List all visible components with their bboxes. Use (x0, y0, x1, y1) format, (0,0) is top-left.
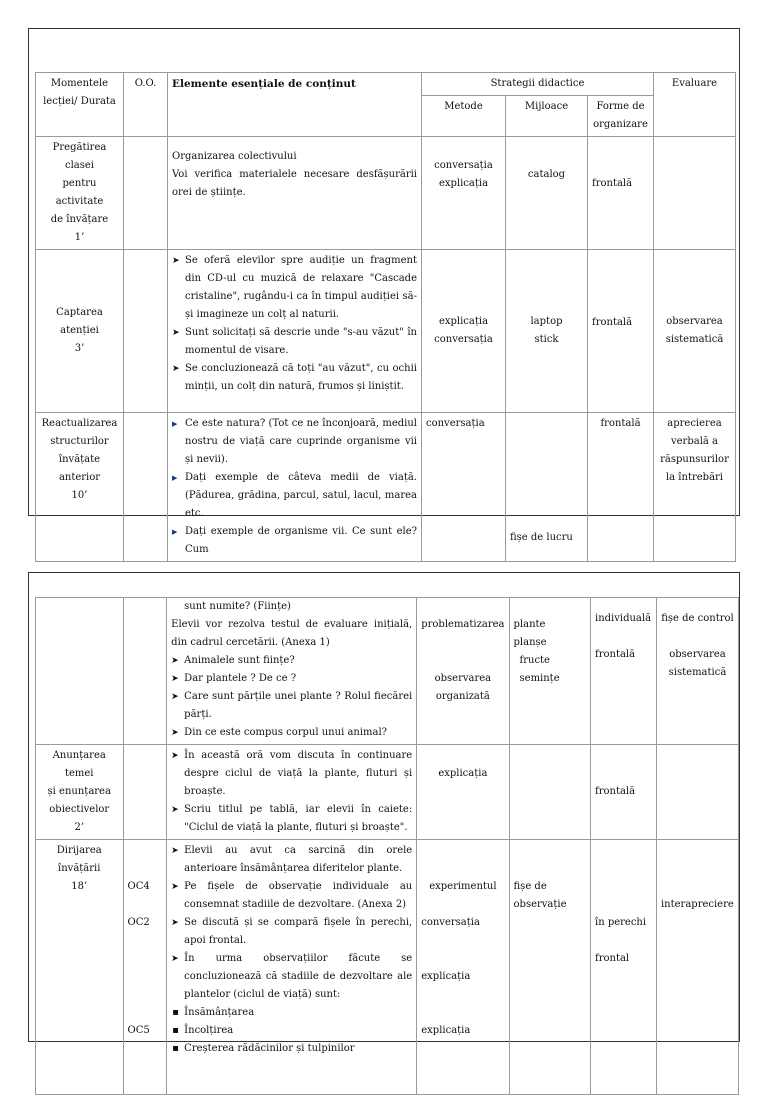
organization-text: frontală (600, 418, 641, 429)
resource-text: semințe (519, 673, 560, 684)
moment-line: Captarea atenției (56, 307, 103, 336)
moment-line: și enunțarea (47, 786, 111, 797)
header-oo: O.O. (124, 73, 168, 137)
method-text: explicația (438, 178, 489, 189)
content-bullet: ➤ Din ce este compus corpul unui animal? (171, 724, 412, 742)
stage-item: ▪ Încolțirea (171, 1022, 412, 1040)
content-bullet: ➤ Pe fișele de observație individuale au consemnat stadiile de dezvoltare. (Anexa 2) (171, 878, 412, 914)
resource-text: catalog (527, 169, 566, 180)
content-text: Elevii vor rezolva testul de evaluare inițială, din cadrul cercetării. (Anexa 1) (171, 619, 413, 648)
content-bullet: ➤ În această oră vom discuta în continuare despre ciclul de viață la plante, fluturi și broaște. (171, 747, 412, 801)
moment-line: pentru activitate (55, 178, 104, 207)
table-row (36, 250, 736, 413)
evaluation-text: sistematică (665, 334, 724, 345)
stage-item: ▪ Însămânțarea (171, 1004, 412, 1022)
method-text: organizată (435, 691, 490, 702)
lesson-plan-table (35, 72, 736, 562)
evaluation-text: observarea (669, 649, 726, 660)
header-metode: Metode (422, 96, 506, 137)
resource-text: fișe de lucru (510, 532, 573, 543)
method-text: explicația (438, 768, 488, 779)
table-header-row (36, 73, 736, 96)
evaluation-text: interapreciere (660, 899, 734, 910)
content-bullet: ➤ În urma observațiilor făcute se concluzionează că stadiile de dezvoltare ale plantelor (ciclul de viață) sunt: (171, 950, 412, 1004)
table-row (36, 745, 739, 840)
moment-line: Anunțarea temei (52, 750, 106, 779)
stage-item: ▪ Creșterea rădăcinilor și tulpinilor (171, 1040, 412, 1058)
resource-text: laptop (530, 316, 563, 327)
header-momente: Momentele lecției/ Durata (36, 73, 124, 137)
moment-duration: 18’ (71, 881, 88, 892)
table-row (36, 137, 736, 250)
content-bullet: ▶ Dați exemple de câteva medii de viață. (Pădurea, grădina, parcul, satul, lacul, marea etc. (172, 469, 417, 523)
objective-code: OC4 (127, 881, 150, 892)
moment-duration: 3’ (74, 343, 85, 354)
organization-text: frontală (595, 649, 636, 660)
resource-text: planșe (513, 637, 547, 648)
method-text: explicația (438, 316, 489, 327)
content-bullet: ➤ Dar plantele ? De ce ? (171, 670, 412, 688)
objective-code: OC2 (127, 917, 150, 928)
organization-text: frontal (595, 953, 630, 964)
evaluation-text: aprecierea (667, 418, 722, 429)
content-bullet: ➤ Elevii au avut ca sarcină din orele anterioare însămânțarea diferitelor plante. (171, 842, 412, 878)
method-text: problematizarea (421, 619, 505, 630)
method-text: conversația (421, 917, 480, 928)
objective-code: OC5 (127, 1025, 150, 1036)
resource-text: plante (513, 619, 546, 630)
method-text: conversația (426, 418, 485, 429)
content-bullet: ➤ Se concluzionează că toți "au văzut", cu ochii minții, un colț din natură, frumos și liniștit. (172, 360, 417, 396)
evaluation-text: răspunsurilor (660, 454, 729, 465)
content-bullet: ▶ Ce este natura? (Tot ce ne înconjoară, mediul nostru de viață care cuprinde organisme vii și nevii). (172, 415, 417, 469)
moment-line: obiectivelor (49, 804, 110, 815)
moment-line: învățate anterior (58, 454, 101, 483)
moment-line: de învățare (50, 214, 109, 225)
lesson-plan-table-continued (35, 597, 739, 1095)
method-text: explicația (421, 1025, 471, 1036)
content-bullet: ▶ Dați exemple de organisme vii. Ce sunt ele? Cum (172, 523, 417, 559)
content-text: Voi verifica materialele necesare desfășurării orei de științe. (172, 169, 417, 198)
moment-line: Dirijarea (56, 845, 102, 856)
moment-duration: 10’ (71, 490, 88, 501)
organization-text: frontală (592, 178, 633, 189)
content-bullet: ➤ Se discută și se compară fișele în perechi, apoi frontal. (171, 914, 412, 950)
evaluation-text: la întrebări (665, 472, 724, 483)
organization-text: frontală (595, 786, 636, 797)
organization-text: în perechi (595, 917, 647, 928)
evaluation-text: sistematică (668, 667, 727, 678)
content-bullet: ➤ Scriu titlul pe tablă, iar elevii în caiete: "Ciclul de viață la plante, fluturi și broaște". (171, 801, 412, 837)
header-elemente: Elemente esențiale de conținut (168, 73, 422, 137)
resource-text: fructe (519, 655, 550, 666)
table-row (36, 413, 736, 562)
document-page-2 (28, 572, 740, 1054)
evaluation-text: verbală a (670, 436, 718, 447)
evaluation-text: observarea (666, 316, 723, 327)
moment-duration: 2’ (74, 822, 85, 833)
content-bullet: ➤ Care sunt părțile unei plante ? Rolul fiecărei părți. (171, 688, 412, 724)
method-text: explicația (421, 971, 471, 982)
document-page-1 (28, 28, 740, 555)
content-bullet: ➤ Animalele sunt ființe? (171, 652, 412, 670)
organization-text: frontală (592, 317, 633, 328)
header-forme: Forme de organizare (588, 96, 654, 137)
header-evaluare: Evaluare (654, 73, 736, 137)
moment-line: structurilor (50, 436, 109, 447)
moment-line: Reactualizarea (41, 418, 118, 429)
table-row (36, 840, 739, 1095)
header-mijloace: Mijloace (506, 96, 588, 137)
resource-text: observație (513, 899, 567, 910)
moment-duration: 1’ (74, 232, 85, 243)
resource-text: stick (534, 334, 559, 345)
moment-line: învățării (58, 863, 101, 874)
content-text: sunt numite? (Ființe) (184, 601, 291, 612)
content-bullet: ➤ Se oferă elevilor spre audiție un fragment din CD-ul cu muzică de relaxare "Cascade cristaline", rugându-i ca în timpul audiției să-și imagineze un colț al naturii. (172, 252, 417, 324)
moment-line: Pregătirea clasei (52, 142, 107, 171)
evaluation-text: fișe de control (661, 613, 734, 624)
method-text: conversația (434, 334, 493, 345)
method-text: experimentul (429, 881, 497, 892)
resource-text: fișe de (513, 881, 547, 892)
content-bullet: ➤ Sunt solicitați să descrie unde "s-au văzut" în momentul de visare. (172, 324, 417, 360)
content-text: Organizarea colectivului (172, 151, 297, 162)
table-row (36, 598, 739, 745)
header-strategii: Strategii didactice (422, 73, 654, 96)
method-text: conversația (434, 160, 493, 171)
organization-text: individuală (595, 613, 652, 624)
method-text: observarea (434, 673, 492, 684)
